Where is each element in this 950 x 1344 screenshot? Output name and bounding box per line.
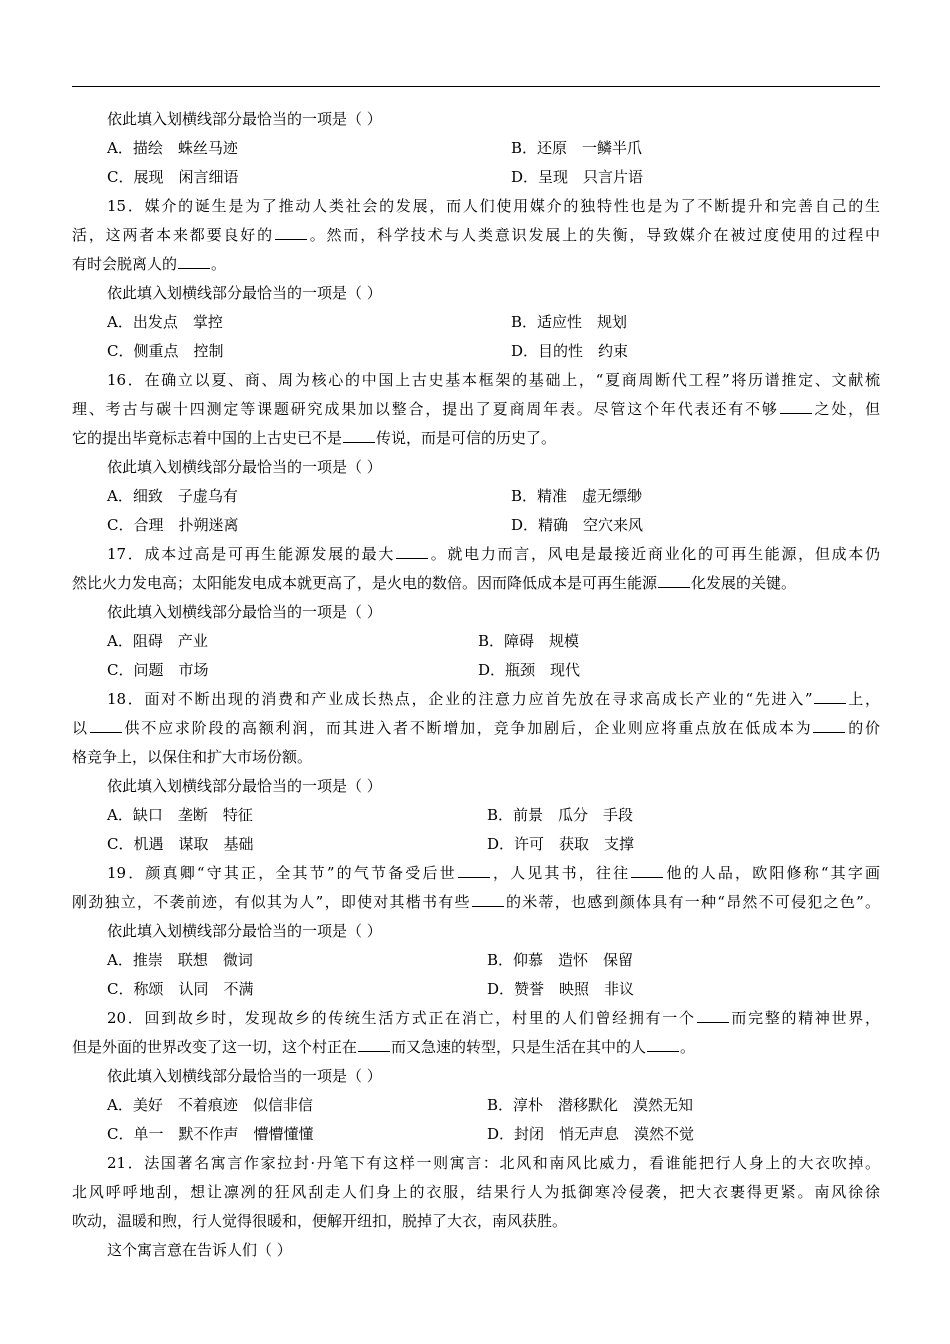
- option-a: A．阻碍 产业: [107, 632, 208, 650]
- answer-blank: [343, 428, 375, 443]
- option-a: A．美好 不着痕迹 似信非信: [107, 1096, 313, 1114]
- options-row: [72, 627, 880, 656]
- option-c: C．展现 闲言细语: [107, 168, 239, 186]
- exam-page: [72, 0, 880, 1344]
- option-c: C．合理 扑朔迷离: [107, 516, 239, 534]
- option-d: D．精确 空穴来风: [511, 516, 644, 534]
- question-prompt: 依此填入划横线部分最恰当的一项是（ ）: [107, 603, 382, 621]
- options-row: [72, 482, 880, 511]
- question-18: [72, 685, 880, 859]
- option-d: D．目的性 约束: [511, 342, 629, 360]
- options-row: [72, 946, 880, 975]
- question-prompt: 依此填入划横线部分最恰当的一项是（ ）: [107, 1067, 382, 1085]
- option-d: D．赞誉 映照 非议: [487, 980, 635, 998]
- option-b: B．还原 一鳞半爪: [511, 139, 643, 157]
- answer-blank: [647, 1037, 679, 1052]
- question-stem-line: 18．面对不断出现的消费和产业成长热点，企业的注意力应首先放在寻求高成长产业的“先进入” 上，: [107, 690, 880, 708]
- answer-blank: [178, 254, 210, 269]
- option-d: D．许可 获取 支撑: [487, 835, 635, 853]
- option-b: B．障碍 规模: [478, 632, 580, 650]
- question-stem-line: 但是外面的世界改变了这一切，这个村正在 而又急速的转型，只是生活在其中的人 。: [72, 1038, 696, 1056]
- question-prompt: 依此填入划横线部分最恰当的一项是（ ）: [107, 284, 382, 302]
- question-16: [72, 366, 880, 540]
- options-row: [72, 830, 880, 859]
- question-stem-line: 然比火力发电高；太阳能发电成本就更高了，是火电的数倍。因而降低成本是可再生能源 化发展的关键。: [72, 574, 797, 592]
- answer-blank: [697, 1008, 729, 1023]
- answer-blank: [472, 892, 504, 907]
- options-row: [72, 801, 880, 830]
- options-row: [72, 975, 880, 1004]
- option-a: A．细致 子虚乌有: [107, 487, 238, 505]
- question-stem-line: 有时会脱离人的 。: [72, 255, 227, 273]
- question-stem-line: 以 供不应求阶段的高额利润，而其进入者不断增加，竞争加剧后，企业则应将重点放在低成本为 的价: [72, 719, 880, 737]
- question-stem-line: 活，这两者本来都要良好的 。然而，科学技术与人类意识发展上的失衡，导致媒介在被过度使用的过程中: [72, 226, 880, 244]
- question-stem-line: 19．颜真卿“守其正，全其节”的气节备受后世 ，人见其书，往往 他的人品，欧阳修称“其字画: [107, 864, 880, 882]
- question-17: [72, 540, 880, 685]
- question-stem-line: 15．媒介的诞生是为了推动人类社会的发展，而人们使用媒介的独特性也是为了不断提升和完善自己的生: [107, 197, 880, 215]
- question-prompt: 这个寓言意在告诉人们（ ）: [107, 1241, 292, 1259]
- question-15: [72, 192, 880, 366]
- answer-blank: [90, 718, 122, 733]
- question-prompt: 依此填入划横线部分最恰当的一项是（ ）: [107, 458, 382, 476]
- option-c: C．称颂 认同 不满: [107, 980, 254, 998]
- question-stem-line: 北风呼呼地刮，想让凛冽的狂风刮走人们身上的衣服，结果行人为抵御寒冷侵袭，把大衣裹得更紧。南风徐徐: [72, 1183, 880, 1201]
- options-row: [72, 308, 880, 337]
- option-b: B．淳朴 潜移默化 漠然无知: [487, 1096, 694, 1114]
- question-stem-line: 17．成本过高是可再生能源发展的最大 。就电力而言，风电是最接近商业化的可再生能源，但成本仍: [107, 545, 880, 563]
- options-row: [72, 337, 880, 366]
- option-c: C．侧重点 控制: [107, 342, 224, 360]
- question-21: [72, 1149, 880, 1265]
- option-a: A．描绘 蛛丝马迹: [107, 139, 238, 157]
- options-row: [72, 511, 880, 540]
- answer-blank: [396, 544, 428, 559]
- question-prompt: 依此填入划横线部分最恰当的一项是（ ）: [107, 110, 382, 128]
- option-b: B．适应性 规划: [511, 313, 628, 331]
- question-19: [72, 859, 880, 1004]
- option-a: A．出发点 掌控: [107, 313, 223, 331]
- question-stem-line: 20．回到故乡时，发现故乡的传统生活方式正在消亡，村里的人们曾经拥有一个 而完整的精神世界，: [107, 1009, 880, 1027]
- answer-blank: [358, 1037, 390, 1052]
- option-d: D．呈现 只言片语: [511, 168, 644, 186]
- option-b: B．仰慕 造怀 保留: [487, 951, 634, 969]
- header-rule: [72, 86, 880, 87]
- question-stem-line: 吹动，温暖和煦，行人觉得很暖和，便解开纽扣，脱掉了大衣，南风获胜。: [72, 1212, 568, 1230]
- question-stem-line: 它的提出毕竟标志着中国的上古史已不是 传说，而是可信的历史了。: [72, 429, 557, 447]
- answer-blank: [275, 225, 307, 240]
- option-c: C．机遇 谋取 基础: [107, 835, 254, 853]
- option-c: C．单一 默不作声 懵懵懂懂: [107, 1125, 314, 1143]
- question-list: [72, 105, 880, 1265]
- answer-blank: [814, 689, 846, 704]
- option-d: D．封闭 悄无声息 漠然不觉: [487, 1125, 695, 1143]
- answer-blank: [658, 573, 690, 588]
- question-stem-line: 刚劲独立，不袭前迹，有似其为人”，即使对其楷书有些 的米蒂，也感到颜体具有一种“昂然不可侵犯之色”。: [72, 893, 880, 911]
- options-row: [72, 656, 880, 685]
- options-row: [72, 1091, 880, 1120]
- option-a: A．推崇 联想 微词: [107, 951, 253, 969]
- answer-blank: [813, 718, 845, 733]
- question-20: [72, 1004, 880, 1149]
- question-prompt: 依此填入划横线部分最恰当的一项是（ ）: [107, 777, 382, 795]
- question-prompt: 依此填入划横线部分最恰当的一项是（ ）: [107, 922, 382, 940]
- option-c: C．问题 市场: [107, 661, 209, 679]
- question-stem-line: 格竞争上，以保住和扩大市场份额。: [72, 748, 313, 766]
- question-stem-line: 理、考古与碳十四测定等课题研究成果加以整合，提出了夏商周年表。尽管这个年代表还有不够 之处，但: [72, 400, 880, 418]
- option-b: B．精准 虚无缥缈: [511, 487, 643, 505]
- question-stem-line: 16．在确立以夏、商、周为核心的中国上古史基本框架的基础上，“夏商周断代工程”将历谱推定、文献梳: [107, 371, 880, 389]
- options-row: [72, 1120, 880, 1149]
- option-d: D．瓶颈 现代: [478, 661, 581, 679]
- options-row: [72, 134, 880, 163]
- question-stem-line: 21．法国著名寓言作家拉封·丹笔下有这样一则寓言：北风和南风比威力，看谁能把行人身上的大衣吹掉。: [107, 1154, 880, 1172]
- option-a: A．缺口 垄断 特征: [107, 806, 253, 824]
- answer-blank: [631, 863, 663, 878]
- option-b: B．前景 瓜分 手段: [487, 806, 634, 824]
- options-row: [72, 163, 880, 192]
- answer-blank: [780, 399, 812, 414]
- question-14: [72, 105, 880, 192]
- answer-blank: [458, 863, 490, 878]
